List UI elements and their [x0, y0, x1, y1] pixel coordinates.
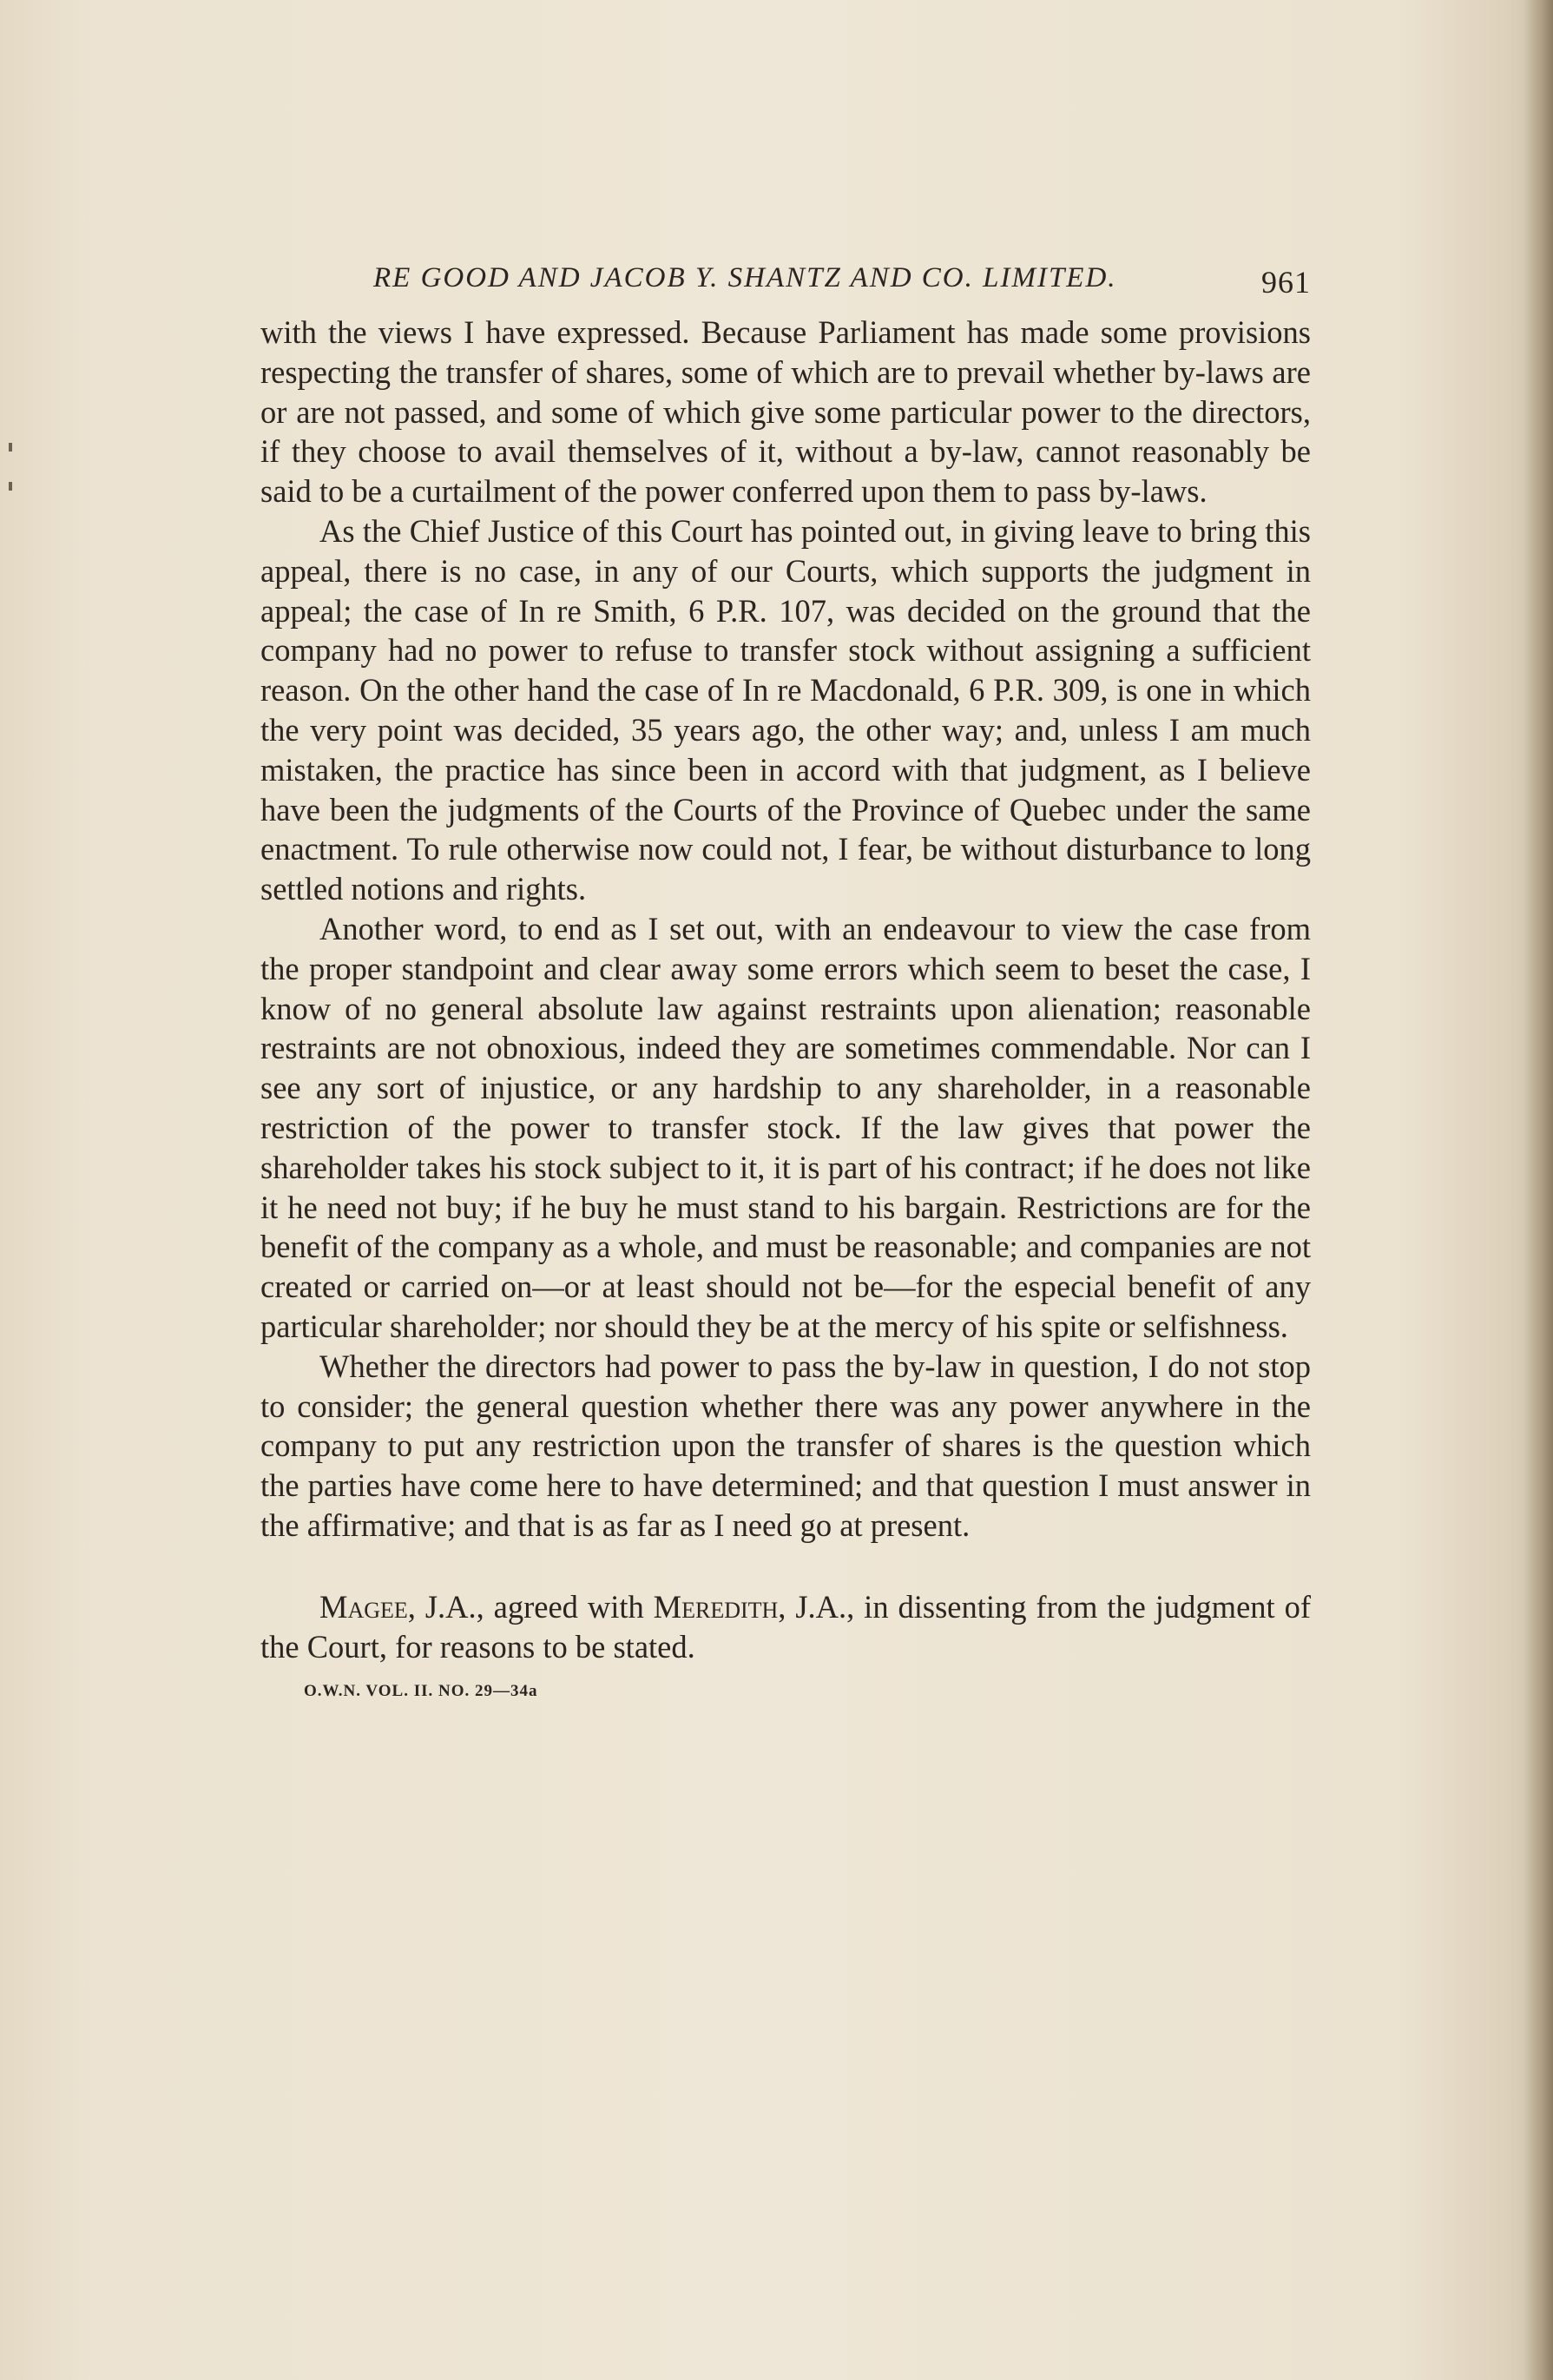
paragraph-1: with the views I have expressed. Because Parliament has made some provisions respecting the transfer of shares, some of which are to prevail whether by-laws are or are not passed, and some of which give some particular power to the directors, if they choose to avail themselves of it, without a by-law, cannot reasonably be said to be a curtailment of the power conferred upon them to pass by-laws. [260, 314, 1311, 510]
paragraph-2: As the Chief Justice of this Court has pointed out, in giving leave to bring this appeal, there is no case, in any of our Courts, which supports the judgment in appeal; the case of In re Smith, 6 P.R. 107, was decided on the ground that the company had no power to refuse to transfer stock without assigning a sufficient reason. On the other hand the case of In re Macdonald, 6 P.R. 309, is one in which the very point was decided, 35 years ago, the other way; and, unless I am much mistaken, the practice has since been in accord with that judgment, as I believe have been the judgments of the Courts of the Province of Quebec under the same enactment. To rule otherwise now could not, I fear, be without disturbance to long settled notions and rights. [260, 512, 1311, 907]
margin-mark [9, 443, 12, 452]
margin-mark [9, 482, 12, 491]
section-gap [260, 1546, 1311, 1587]
concurrence-note [260, 1587, 1311, 1667]
signature-mark: O.W.N. VOL. II. NO. 29—34a [304, 1682, 538, 1701]
judge-name: Magee [319, 1588, 408, 1625]
paragraph-4: Whether the directors had power to pass the by-law in question, I do not stop to consider; the general question whether there was any power anywhere in the company to put any restriction upon the transfer of shares is the question which the parties have come here to have determined; and that question I must answer in the affirmative; and that is as far as I need go at present. [260, 1348, 1311, 1543]
concurrence-text-2: , J.A., in dissenting from the judgment of the Court, for reasons to be stated. [260, 1588, 1311, 1665]
paragraph-3: Another word, to end as I set out, with an endeavour to view the case from the proper standpoint and clear away some errors which seem to beset the case, I know of no general absolute law against restraints upon alienation; reasonable restraints are not obnoxious, indeed they are sometimes commendable. Nor can I see any sort of injustice, or any hardship to any shareholder, in a reasonable restriction of the power to transfer stock. If the law gives that power the shareholder takes his stock subject to it, it is part of his contract; if he does not like it he need not buy; if he buy he must stand to his bargain. Restrictions are for the benefit of the company as a whole, and must be reasonable; and companies are not created or carried on—or at least should not be—for the especial benefit of any particular shareholder; nor should they be at the mercy of his spite or selfishness. [260, 910, 1311, 1344]
running-head [260, 257, 1311, 313]
other-judge-name: Meredith [653, 1588, 779, 1625]
page-number: 961 [1261, 265, 1311, 300]
running-title: RE GOOD AND JACOB Y. SHANTZ AND CO. LIMITED. [373, 262, 1117, 293]
page-edge-shadow [1523, 0, 1553, 2380]
page-text-block [260, 257, 1311, 1701]
concurrence-text-1: , J.A., agreed with [407, 1588, 654, 1625]
